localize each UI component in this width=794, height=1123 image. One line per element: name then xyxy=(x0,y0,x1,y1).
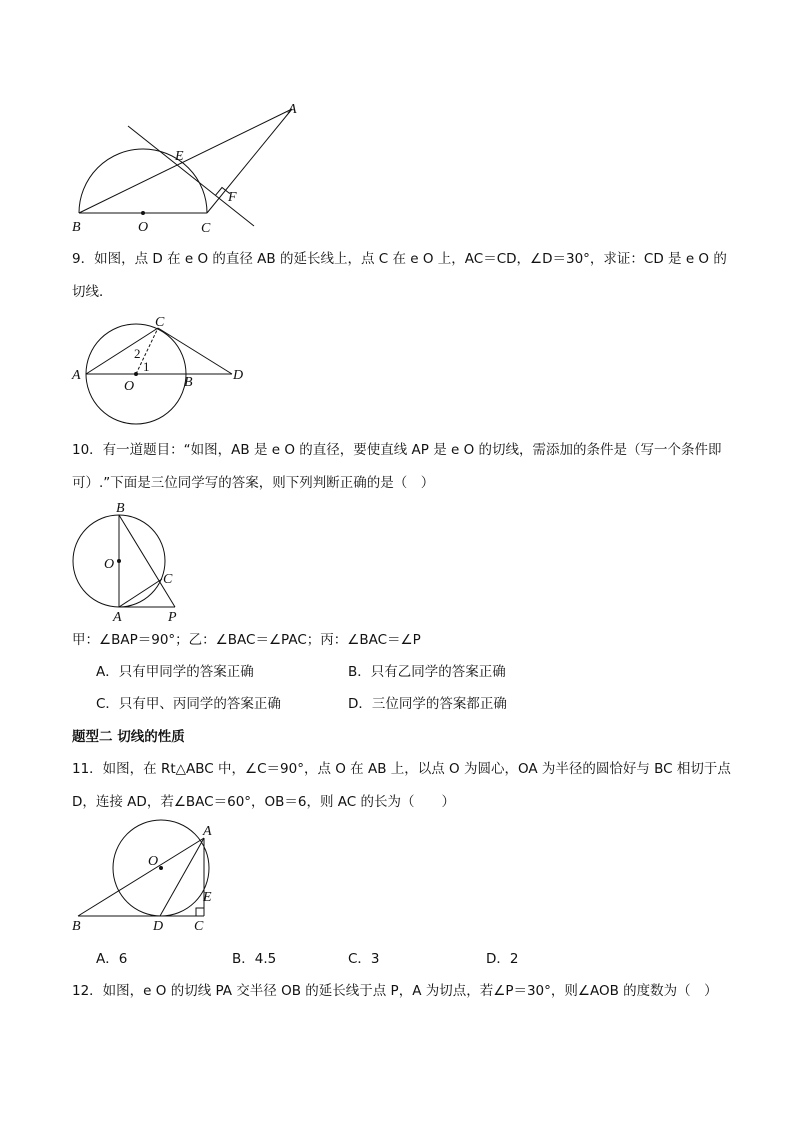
label-f: F xyxy=(228,190,237,205)
label-o: O xyxy=(124,379,135,394)
line-ba xyxy=(78,838,204,916)
figure-q8 xyxy=(66,96,316,246)
label-c: C xyxy=(163,572,173,587)
label-b: B xyxy=(72,220,81,235)
label-o: O xyxy=(104,557,115,572)
question-10-option-a[interactable]: A．只有甲同学的答案正确 xyxy=(96,664,254,680)
label-o: O xyxy=(138,220,149,235)
question-10-option-c[interactable]: C．只有甲、丙同学的答案正确 xyxy=(96,696,281,712)
tangent-line xyxy=(128,126,254,226)
figure-q11 xyxy=(66,820,226,935)
chord-ac xyxy=(119,579,162,607)
question-10-option-b[interactable]: B．只有乙同学的答案正确 xyxy=(348,664,506,680)
label-o: O xyxy=(148,854,159,869)
question-11-option-c[interactable]: C．3 xyxy=(348,951,380,967)
center-dot-o xyxy=(159,866,163,870)
question-10-answers: 甲：∠BAP＝90°；乙：∠BAC＝∠PAC；丙：∠BAC＝∠P xyxy=(72,632,421,648)
line-bp xyxy=(119,515,175,607)
line-cd xyxy=(158,328,232,374)
label-b: B xyxy=(116,501,125,516)
line-ca xyxy=(207,109,292,213)
center-dot-o xyxy=(141,211,145,215)
label-a: A xyxy=(113,610,122,625)
right-angle-mark xyxy=(196,908,204,916)
line-ba xyxy=(79,109,292,213)
question-11-line-2: D，连接 AD，若∠BAC＝60°，OB＝6，则 AC 的长为（ ） xyxy=(72,794,456,810)
label-angle-2: 2 xyxy=(134,346,141,361)
question-11-option-a[interactable]: A．6 xyxy=(96,951,128,967)
label-a: A xyxy=(288,102,297,117)
label-b: B xyxy=(184,375,193,390)
question-9-line-1: 9．如图，点 D 在 e O 的直径 AB 的延长线上，点 C 在 e O 上，AC＝CD，∠D＝30°，求证：CD 是 e O 的 xyxy=(72,251,727,267)
center-dot-o xyxy=(117,559,121,563)
question-11-option-d[interactable]: D．2 xyxy=(486,951,519,967)
label-d: D xyxy=(153,919,164,934)
label-c: C xyxy=(201,221,211,236)
question-12-line-1: 12．如图，e O 的切线 PA 交半径 OB 的延长线于点 P，A 为切点，若∠P＝30°，则∠AOB 的度数为（ ） xyxy=(72,983,718,999)
figure-q9 xyxy=(66,312,266,422)
figure-q10 xyxy=(66,500,196,625)
question-10-line-2: 可）.”下面是三位同学写的答案，则下列判断正确的是（ ） xyxy=(72,475,435,491)
label-a: A xyxy=(203,824,212,839)
label-c: C xyxy=(194,919,204,934)
question-11-option-b[interactable]: B．4.5 xyxy=(232,951,277,967)
line-ad xyxy=(160,838,204,916)
label-a: A xyxy=(72,368,81,383)
label-e: E xyxy=(203,890,212,905)
center-dot-o xyxy=(134,372,138,376)
label-d: D xyxy=(233,368,244,383)
label-p: P xyxy=(168,610,177,625)
question-10-option-d[interactable]: D．三位同学的答案都正确 xyxy=(348,696,507,712)
question-11-line-1: 11．如图，在 Rt△ABC 中，∠C＝90°，点 O 在 AB 上，以点 O 为圆心，OA 为半径的圆恰好与 BC 相切于点 xyxy=(72,761,731,777)
section-heading: 题型二 切线的性质 xyxy=(72,729,185,745)
question-9-line-2: 切线． xyxy=(72,284,113,300)
question-10-line-1: 10．有一道题目：“如图，AB 是 e O 的直径，要使直线 AP 是 e O 的切线，需添加的条件是（写一个条件即 xyxy=(72,442,722,458)
label-angle-1: 1 xyxy=(143,359,150,374)
label-b: B xyxy=(72,919,81,934)
label-c: C xyxy=(155,315,165,330)
label-e: E xyxy=(175,149,184,164)
